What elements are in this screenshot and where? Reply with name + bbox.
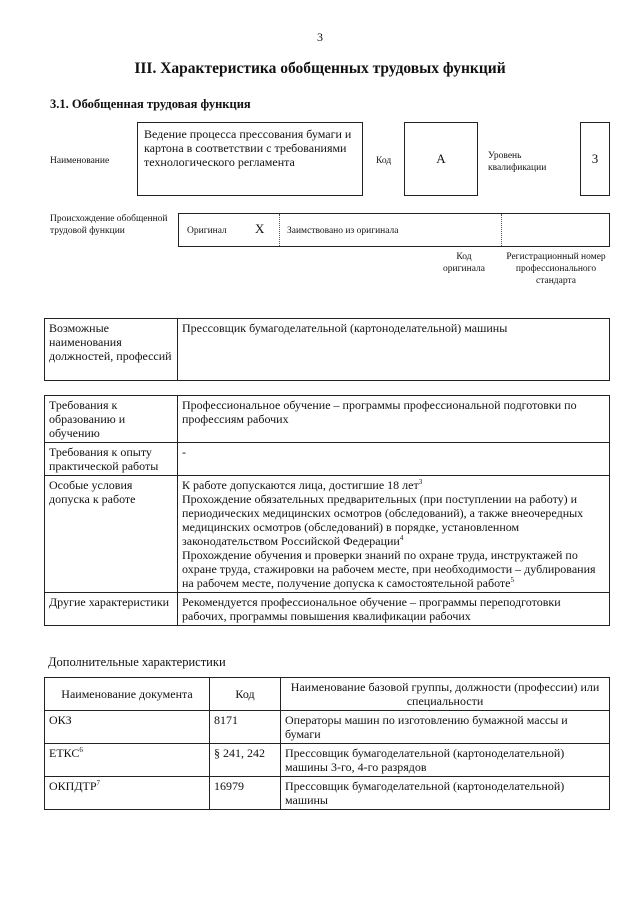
requirement-row: [45, 593, 610, 626]
requirement-row: [45, 476, 610, 593]
requirement-label: Требования к опыту практической работы: [45, 443, 178, 476]
requirement-line-text: -: [182, 445, 186, 459]
requirement-value: [178, 443, 610, 476]
requirement-line: [182, 492, 605, 548]
additional-caption: Дополнительные характеристики: [48, 655, 226, 669]
name-cell: Прессовщик бумагоделательной (картоноделательной) машины 3-го, 4-го разрядов: [281, 744, 610, 777]
original-label: Оригинал: [187, 226, 227, 236]
origin-divider-2: [501, 214, 502, 246]
header-doc: Наименование документа: [45, 678, 210, 711]
requirement-value: [178, 396, 610, 443]
header-name: Наименование базовой группы, должности (профессии) или специальности: [281, 678, 610, 711]
positions-value: Прессовщик бумагоделательной (картоноделательной) машины: [178, 319, 610, 381]
requirement-line: [182, 478, 605, 492]
level-label: Уровень квалификации: [488, 151, 547, 173]
requirement-line: [182, 445, 605, 459]
requirement-line: [182, 398, 605, 426]
name-label: Наименование: [50, 156, 110, 166]
requirement-line-text: К работе допускаются лица, достигшие 18 лет: [182, 478, 419, 492]
origin-divider-1: [279, 214, 280, 246]
additional-table: [44, 677, 610, 810]
footnote-ref: 5: [510, 576, 514, 584]
doc-name: ОКПДТР: [49, 779, 97, 793]
doc-name: ОКЗ: [49, 713, 72, 727]
requirements-table: [44, 395, 610, 626]
gtf-code-box: [404, 122, 478, 196]
requirement-value: [178, 476, 610, 593]
additional-row: [45, 711, 610, 744]
requirement-label: Особые условия допуска к работе: [45, 476, 178, 593]
gtf-code-value: А: [436, 151, 446, 166]
origin-label: Происхождение обобщенной трудовой функции: [50, 214, 168, 236]
doc-name: ЕТКС: [49, 746, 80, 760]
requirement-line-text: Прохождение обучения и проверки знаний по охране труда, инструктажей по охране труда, стажировки на рабочем месте, при необходимости – дублирования на рабочем месте, получение допуска к самостоятельной работе: [182, 548, 596, 590]
footnote-ref: 3: [418, 478, 423, 486]
doc-cell: [45, 777, 210, 810]
doc-cell: [45, 744, 210, 777]
requirement-line: [182, 595, 605, 623]
page-number: 3: [317, 30, 323, 44]
footnote-ref: 6: [79, 746, 83, 754]
code-label: Код: [376, 156, 392, 166]
original-mark: X: [255, 221, 265, 236]
code-cell: 8171: [210, 711, 281, 744]
requirement-label: Требования к образованию и обучению: [45, 396, 178, 443]
requirement-row: [45, 396, 610, 443]
additional-row: [45, 777, 610, 810]
borrowed-label: Заимствовано из оригинала: [287, 226, 399, 236]
requirement-line-text: Прохождение обязательных предварительных (при поступлении на работу) и периодических медицинских осмотров (обследований), а также внеочередных медицинских осмотров (обследований) в порядке, установленном законодательством Российской Федерации: [182, 492, 584, 548]
gtf-level-box: [580, 122, 610, 196]
name-cell: Операторы машин по изготовлению бумажной массы и бумаги: [281, 711, 610, 744]
name-cell: Прессовщик бумагоделательной (картоноделательной) машины: [281, 777, 610, 810]
footnote-ref: 4: [399, 534, 404, 542]
requirement-line: [182, 548, 605, 590]
gtf-name-box: [137, 122, 363, 196]
positions-table: [44, 318, 610, 381]
gtf-name-value: Ведение процесса прессования бумаги и картона в соответствии с требованиями технологического регламента: [144, 127, 352, 169]
requirement-row: [45, 443, 610, 476]
header-code: Код: [210, 678, 281, 711]
doc-cell: [45, 711, 210, 744]
code-cell: § 241, 242: [210, 744, 281, 777]
gtf-level-value: 3: [591, 151, 599, 166]
positions-label: Возможные наименования должностей, профессий: [45, 319, 178, 381]
code-original-caption: Код оригинала: [443, 252, 485, 274]
origin-box: [178, 213, 610, 247]
section-title: III. Характеристика обобщенных трудовых функций: [134, 60, 506, 77]
requirement-line-text: Профессиональное обучение – программы профессиональной подготовки по профессиям рабочих: [182, 398, 577, 426]
requirement-value: [178, 593, 610, 626]
reg-number-caption: Регистрационный номер профессионального стандарта: [506, 252, 606, 286]
subsection-title: 3.1. Обобщенная трудовая функция: [50, 97, 251, 111]
requirement-label: Другие характеристики: [45, 593, 178, 626]
footnote-ref: 7: [96, 779, 101, 787]
code-cell: 16979: [210, 777, 281, 810]
additional-row: [45, 744, 610, 777]
requirement-line-text: Рекомендуется профессиональное обучение – программы переподготовки рабочих, программы повышения квалификации рабочих: [182, 595, 561, 623]
